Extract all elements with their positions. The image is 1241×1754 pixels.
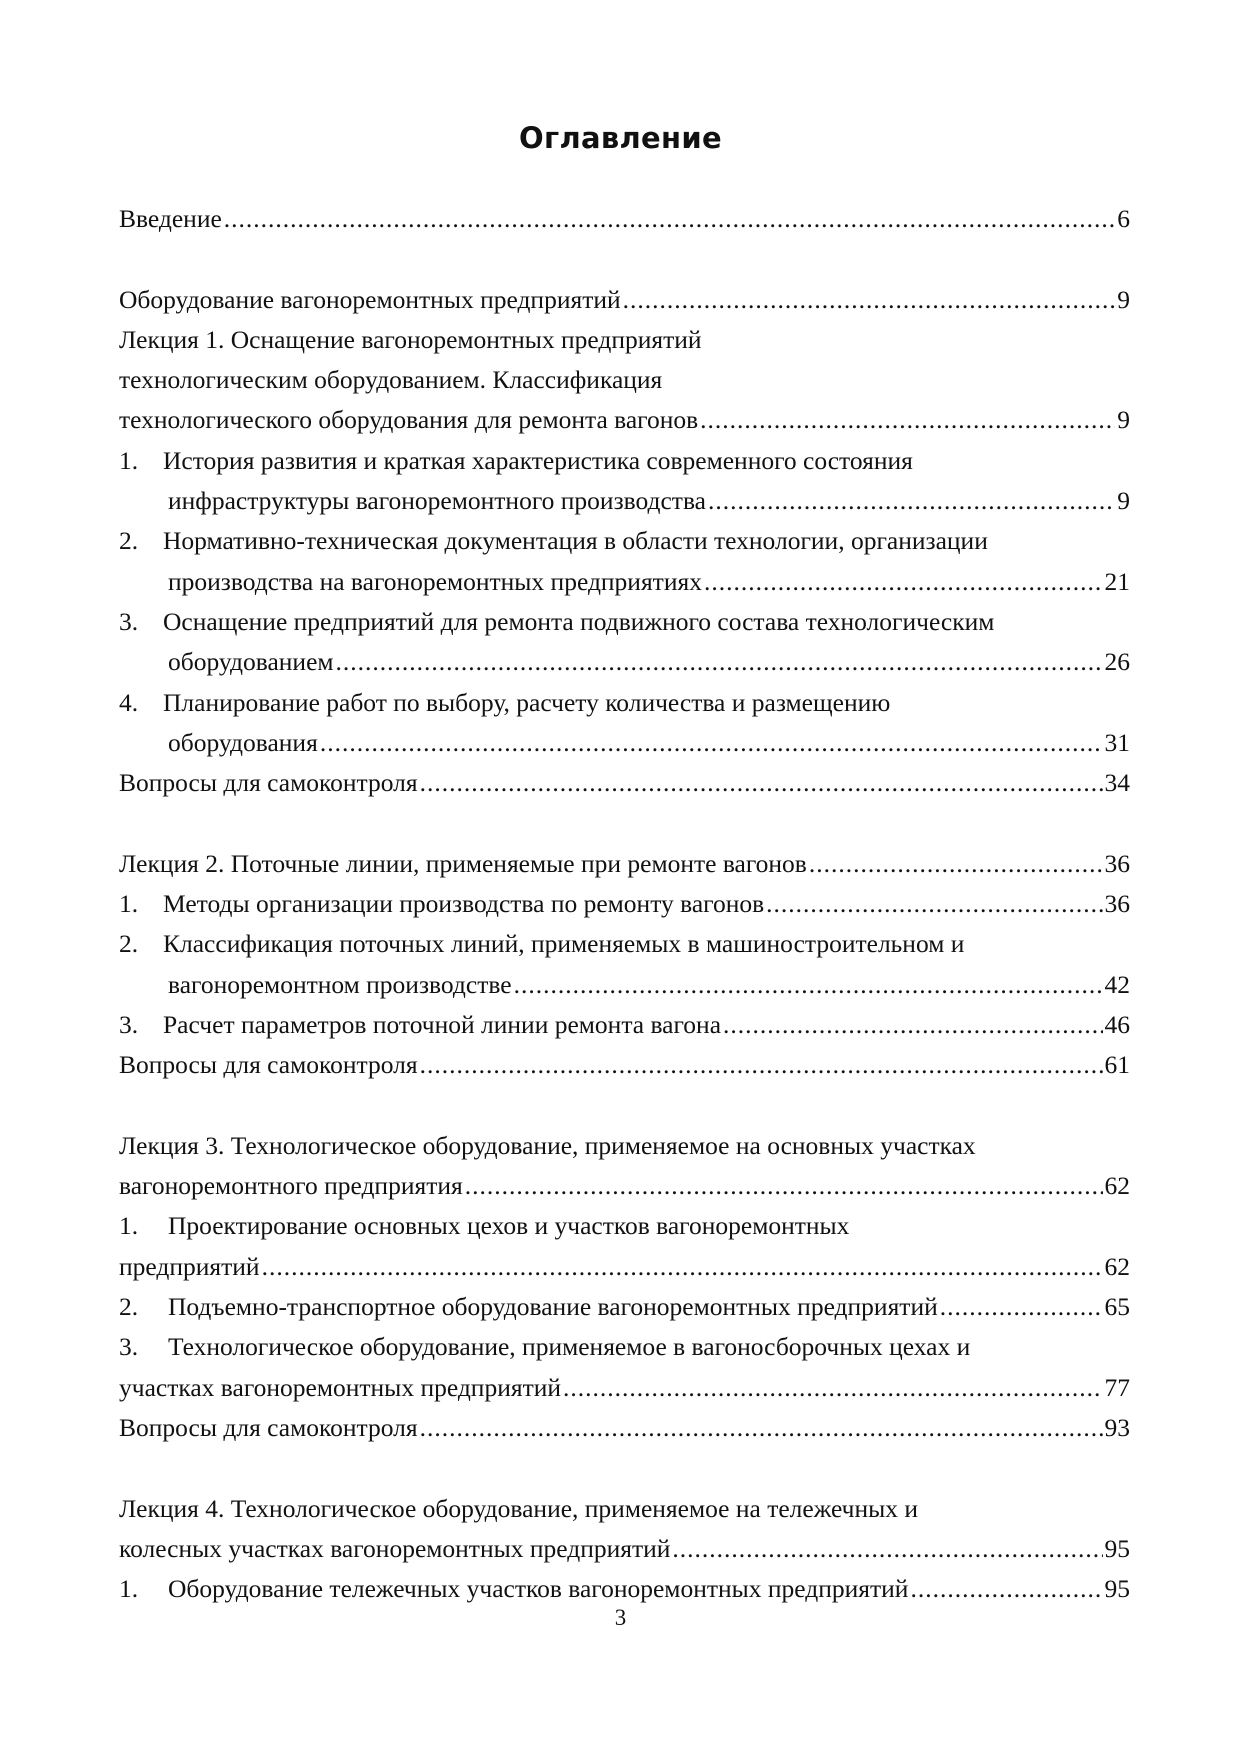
- toc-leader-dots: [514, 965, 1103, 1005]
- toc-entry-number: 2.: [119, 526, 139, 556]
- toc-entry-text: оборудованием: [168, 647, 334, 677]
- toc-entry-number: 3.: [119, 1332, 139, 1362]
- toc-entry-text: Лекция 2. Поточные линии, применяемые при ремонте вагонов: [119, 848, 807, 878]
- toc-entry-number: 3.: [119, 606, 139, 636]
- toc-entry-text: Планирование работ по выбору, расчету количества и размещению: [163, 687, 891, 717]
- toc-entry-subsection[interactable]: [119, 1287, 1130, 1327]
- toc-entry-page: 26: [1104, 647, 1130, 677]
- toc-leader-dots: [704, 562, 1103, 602]
- toc-entry-page: 46: [1104, 1009, 1130, 1039]
- toc-leader-dots: [708, 481, 1115, 521]
- toc-entry-continuation[interactable]: [119, 965, 1130, 1005]
- toc-entry-text: оборудования: [168, 727, 318, 757]
- toc-leader-dots: [224, 199, 1115, 239]
- toc-entry-subsection[interactable]: [119, 441, 1130, 481]
- toc-leader-dots: [465, 1166, 1103, 1206]
- toc-entry-page: 36: [1104, 848, 1130, 878]
- toc-leader-dots: [723, 1005, 1102, 1045]
- toc-entry-page: 95: [1104, 1574, 1130, 1604]
- toc-leader-dots: [320, 723, 1103, 763]
- toc-entry-self-check[interactable]: [119, 1045, 1130, 1085]
- toc-entry-text: Нормативно-техническая документация в области технологии, организации: [163, 526, 988, 556]
- toc-entry-continuation[interactable]: [119, 1368, 1130, 1408]
- toc-entry-page: 6: [1117, 204, 1130, 233]
- toc-entry-text: Введение: [119, 204, 222, 233]
- toc-entry-continuation[interactable]: [119, 400, 1130, 440]
- toc-entry-number: 1.: [119, 445, 139, 475]
- toc-leader-dots: [766, 884, 1102, 924]
- toc-entry-text: колесных участках вагоноремонтных предприятий: [119, 1533, 671, 1563]
- toc-entry-lecture-3[interactable]: [119, 1126, 1130, 1166]
- page-number: 3: [614, 1605, 627, 1630]
- toc-leader-dots: [420, 1045, 1103, 1085]
- toc-entry-continuation[interactable]: [119, 723, 1130, 763]
- toc-entry-section[interactable]: [119, 280, 1130, 320]
- toc-leader-dots: [563, 1368, 1102, 1408]
- toc-entry-page: 61: [1104, 1050, 1130, 1080]
- toc-entry-page: 36: [1104, 889, 1130, 919]
- toc-entry-subsection[interactable]: [119, 602, 1130, 642]
- toc-entry-text: инфраструктуры вагоноремонтного производства: [168, 486, 706, 516]
- toc-entry-text: Вопросы для самоконтроля: [119, 1412, 418, 1442]
- toc-leader-dots: [809, 844, 1103, 884]
- toc-entry-text: Вопросы для самоконтроля: [119, 768, 418, 798]
- toc-entry-text: Методы организации производства по ремонту вагонов: [163, 889, 765, 919]
- toc-leader-dots: [940, 1287, 1103, 1327]
- toc-entry-lecture-2[interactable]: [119, 844, 1130, 884]
- toc-entry-number: 3.: [119, 1009, 139, 1039]
- toc-leader-dots: [420, 1408, 1103, 1448]
- toc-entry-number: 1.: [119, 1574, 139, 1604]
- toc-entry-text: Оборудование тележечных участков вагоноремонтных предприятий: [168, 1574, 909, 1604]
- toc-entry-subsection[interactable]: [119, 1005, 1130, 1045]
- toc-entry-page: 93: [1104, 1412, 1130, 1442]
- toc-entry-subsection[interactable]: [119, 924, 1130, 964]
- toc-entry-page: 34: [1104, 768, 1130, 798]
- toc-entry-subsection[interactable]: [119, 683, 1130, 723]
- toc-entry-number: 4.: [119, 687, 139, 717]
- toc-entry-text: вагоноремонтном производстве: [168, 969, 512, 999]
- toc-entry-page: 65: [1104, 1292, 1130, 1322]
- toc-entry-text: Лекция 1. Оснащение вагоноремонтных предприятий: [119, 324, 702, 354]
- toc-leader-dots: [672, 1529, 1102, 1569]
- toc-entry-text: предприятий: [119, 1251, 260, 1281]
- toc-entry-continuation[interactable]: [119, 481, 1130, 521]
- toc-entry-page: 62: [1104, 1171, 1130, 1201]
- toc-entry-subsection[interactable]: [119, 1206, 1130, 1246]
- toc-entry-page: 62: [1104, 1251, 1130, 1281]
- toc-entry-lecture-1[interactable]: [119, 320, 1130, 360]
- toc-entry-text: Оснащение предприятий для ремонта подвижного состава технологическим: [163, 606, 995, 636]
- toc-entry-page: 77: [1104, 1372, 1130, 1402]
- toc-entry-text: Расчет параметров поточной линии ремонта вагона: [163, 1009, 722, 1039]
- toc-entry-page: 42: [1104, 969, 1130, 999]
- toc-entry-number: 2.: [119, 929, 139, 959]
- toc-entry-page: 9: [1117, 486, 1130, 516]
- toc-entry-continuation[interactable]: [119, 1529, 1130, 1569]
- toc-entry-number: 1.: [119, 1211, 139, 1241]
- toc-entry-subsection[interactable]: [119, 1327, 1130, 1367]
- toc-entry-continuation[interactable]: [119, 1166, 1130, 1206]
- toc-entry-number: 2.: [119, 1292, 139, 1322]
- toc-entry-text: технологическим оборудованием. Классификация: [119, 365, 663, 395]
- toc-entry-text: Классификация поточных линий, применяемых в машиностроительном и: [163, 929, 965, 959]
- toc-entry-text: вагоноремонтного предприятия: [119, 1171, 463, 1201]
- toc-entry-text: Технологическое оборудование, применяемое в вагоносборочных цехах и: [168, 1332, 971, 1362]
- toc-leader-dots: [420, 763, 1103, 803]
- toc-leader-dots: [623, 280, 1116, 320]
- page-title: Оглавление: [519, 121, 722, 155]
- toc-entry-text: Подъемно-транспортное оборудование вагоноремонтных предприятий: [168, 1292, 938, 1322]
- toc-leader-dots: [336, 642, 1103, 682]
- toc-leader-dots: [262, 1247, 1103, 1287]
- toc-entry-text: Вопросы для самоконтроля: [119, 1050, 418, 1080]
- toc-entry-text: технологического оборудования для ремонта вагонов: [119, 405, 699, 435]
- toc-entry-continuation[interactable]: [119, 562, 1130, 602]
- toc-entry-text: Оборудование вагоноремонтных предприятий: [119, 284, 621, 314]
- toc-entry-continuation[interactable]: [119, 1247, 1130, 1287]
- table-of-contents: [119, 199, 1130, 1609]
- toc-entry-continuation: [119, 360, 1130, 400]
- toc-entry-page: 21: [1104, 566, 1130, 596]
- toc-entry-continuation[interactable]: [119, 642, 1130, 682]
- toc-entry-page: 9: [1117, 405, 1130, 435]
- toc-entry-number: 1.: [119, 889, 139, 919]
- toc-entry-page: 31: [1104, 727, 1130, 757]
- toc-entry-text: Лекция 4. Технологическое оборудование, применяемое на тележечных и: [119, 1493, 919, 1523]
- toc-entry-introduction[interactable]: [119, 199, 1130, 239]
- toc-entry-text: Лекция 3. Технологическое оборудование, применяемое на основных участках: [119, 1130, 976, 1160]
- toc-entry-lecture-4[interactable]: [119, 1489, 1130, 1529]
- toc-leader-dots: [700, 400, 1115, 440]
- toc-entry-subsection[interactable]: [119, 884, 1130, 924]
- toc-entry-text: производства на вагоноремонтных предприятиях: [168, 566, 702, 596]
- toc-entry-subsection[interactable]: [119, 521, 1130, 561]
- toc-entry-page: 9: [1117, 284, 1130, 314]
- toc-entry-text: Проектирование основных цехов и участков вагоноремонтных: [168, 1211, 850, 1241]
- toc-entry-self-check[interactable]: [119, 1408, 1130, 1448]
- toc-entry-page: 95: [1104, 1533, 1130, 1563]
- toc-entry-text: История развития и краткая характеристика современного состояния: [163, 445, 913, 475]
- toc-entry-self-check[interactable]: [119, 763, 1130, 803]
- toc-entry-text: участках вагоноремонтных предприятий: [119, 1372, 562, 1402]
